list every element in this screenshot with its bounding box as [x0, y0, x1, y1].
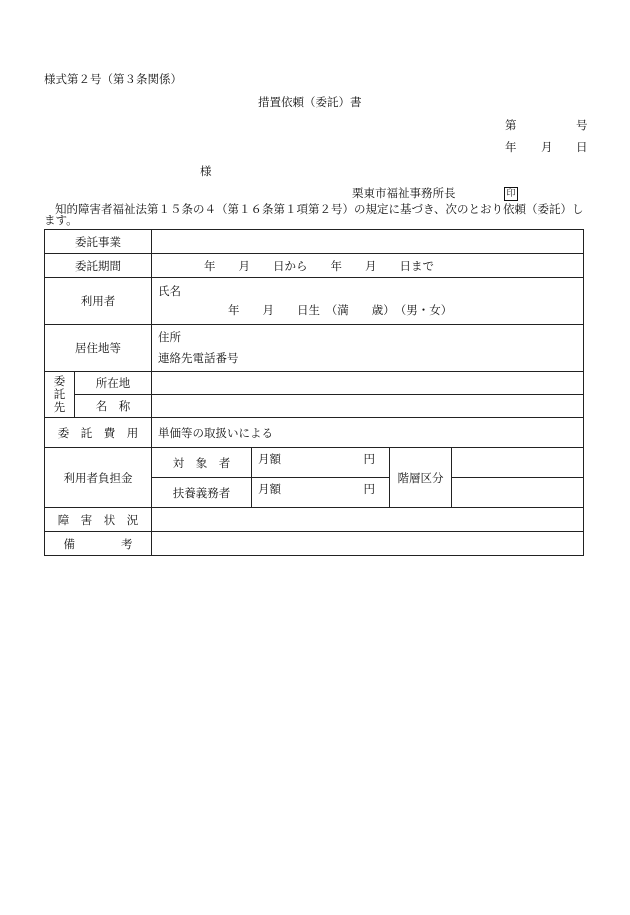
phone-label: 連絡先電話番号: [158, 351, 239, 365]
contractor-label-text: 委託先: [53, 374, 66, 414]
burden-label: 利用者負担金: [45, 448, 152, 508]
user-birth-label: 年 月 日生 （満 歳） （男・女）: [228, 303, 453, 317]
remarks-value[interactable]: [152, 532, 584, 556]
subject-yen: 円: [363, 452, 375, 466]
date-year: 年: [505, 140, 517, 154]
user-label: 利用者: [45, 278, 152, 325]
business-label: 委託事業: [45, 230, 152, 254]
address-label: 住所: [158, 330, 181, 344]
issuer-name: 栗東市福祉事務所長: [352, 186, 456, 200]
user-name-label: 氏名: [158, 284, 181, 298]
doc-number-prefix: 第: [505, 118, 517, 132]
cost-label: 委 託 費 用: [45, 418, 152, 448]
form-number: 様式第２号（第３条関係）: [44, 72, 182, 86]
subject-monthly-label: 月額: [258, 452, 281, 466]
contractor-label: [45, 372, 75, 418]
seal-mark: 印: [504, 185, 518, 201]
contractor-name-value[interactable]: [152, 395, 584, 418]
location-label: 所在地: [75, 372, 152, 395]
user-value[interactable]: [152, 278, 584, 325]
residence-value[interactable]: [152, 325, 584, 372]
doc-number-suffix: 号: [576, 118, 588, 132]
residence-label: 居住地等: [45, 325, 152, 372]
period-value[interactable]: 年 月 日から 年 月 日まで: [152, 254, 584, 278]
remarks-label: 備 考: [45, 532, 152, 556]
subject-label: 対 象 者: [152, 448, 252, 478]
tier-value-2[interactable]: [452, 478, 584, 508]
location-value[interactable]: [152, 372, 584, 395]
period-label: 委託期間: [45, 254, 152, 278]
document-title: 措置依頼（委託）書: [258, 95, 362, 109]
contractor-name-label: 名 称: [75, 395, 152, 418]
date-month: 月: [541, 140, 553, 154]
disability-value[interactable]: [152, 508, 584, 532]
tier-label: 階層区分: [390, 448, 452, 508]
supporter-yen: 円: [363, 482, 375, 496]
supporter-monthly[interactable]: [252, 478, 390, 508]
request-form-table: [44, 229, 584, 556]
body-text: 知的障害者福祉法第１５条の４（第１６条第１項第２号）の規定に基づき、次のとおり依頼（委託）します。: [44, 202, 584, 227]
supporter-label: 扶養義務者: [152, 478, 252, 508]
business-value[interactable]: [152, 230, 584, 254]
subject-monthly[interactable]: [252, 448, 390, 478]
cost-value: 単価等の取扱いによる: [152, 418, 584, 448]
supporter-monthly-label: 月額: [258, 482, 281, 496]
date-day: 日: [576, 140, 588, 154]
disability-label: 障 害 状 況: [45, 508, 152, 532]
addressee-suffix: 様: [200, 164, 212, 178]
tier-value-1[interactable]: [452, 448, 584, 478]
